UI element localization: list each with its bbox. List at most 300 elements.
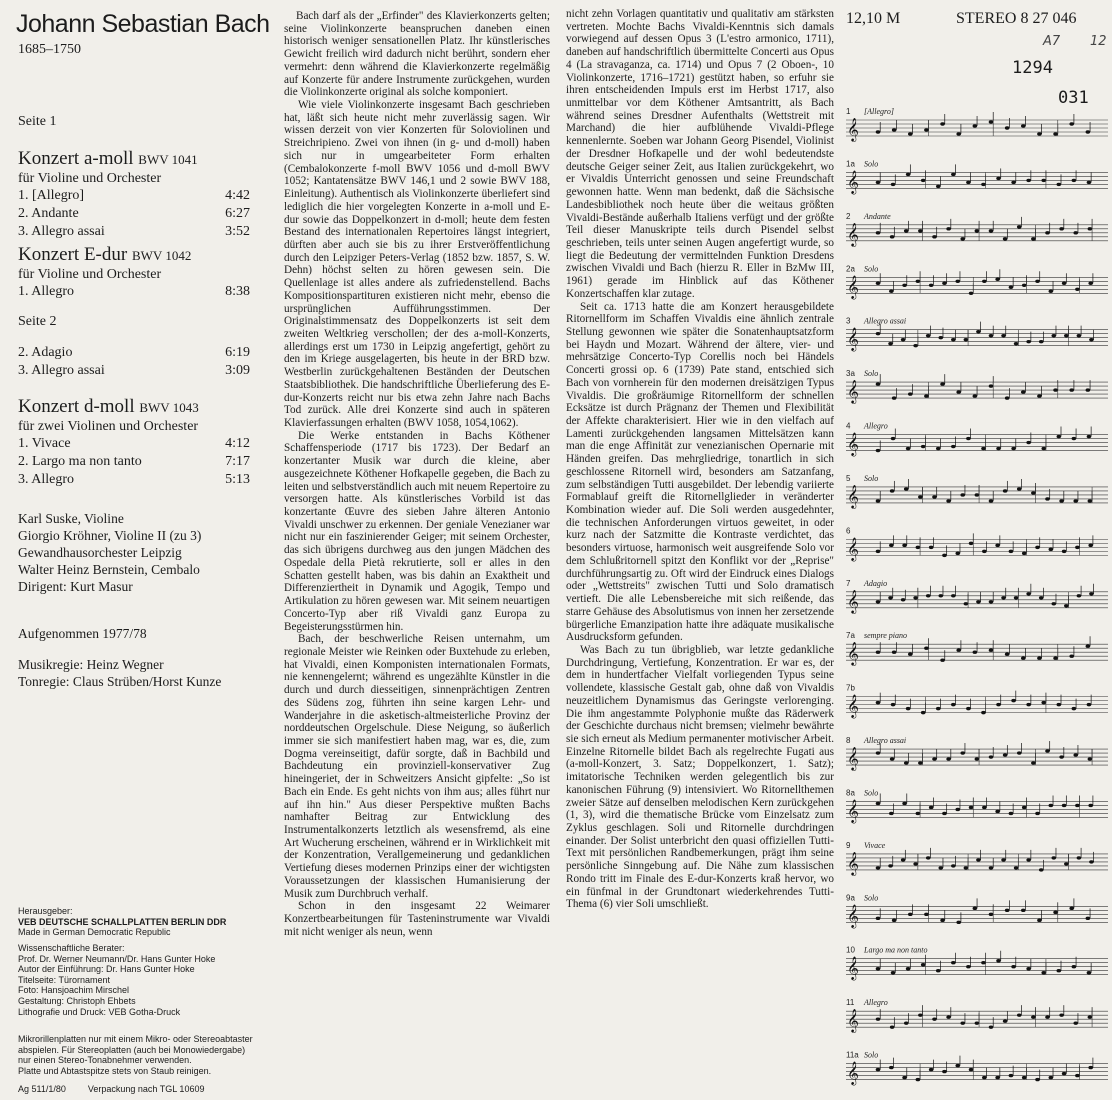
note-head	[966, 965, 971, 968]
note-head	[876, 449, 881, 452]
note-head	[989, 384, 994, 387]
note-head	[891, 971, 896, 974]
note-head	[902, 802, 907, 805]
note-head	[981, 447, 986, 450]
note-head	[904, 761, 909, 764]
note-head	[1075, 1074, 1080, 1077]
note-head	[981, 183, 986, 186]
note-head	[876, 651, 881, 654]
note-head	[955, 280, 960, 283]
performer-list	[18, 510, 258, 595]
example-label: Allegro assai	[864, 736, 907, 746]
treble-clef-icon: 𝄞	[847, 798, 859, 823]
note-head	[1026, 858, 1031, 861]
note-head	[973, 907, 978, 910]
credit-line: Prof. Dr. Werner Neumann/Dr. Hans Gunter Hoke	[18, 953, 216, 964]
note-head	[1035, 812, 1040, 815]
note-head	[876, 600, 881, 603]
footer-code: Ag 511/1/80	[18, 1084, 66, 1094]
note-head	[940, 659, 945, 662]
music-example	[846, 107, 1108, 142]
note-head	[955, 808, 960, 811]
note-head	[1086, 917, 1091, 920]
note-head	[1011, 181, 1016, 184]
note-head	[1021, 909, 1026, 912]
note-head	[989, 120, 994, 123]
note-head	[891, 183, 896, 186]
work-bwv1041	[18, 144, 250, 241]
example-number: 8	[846, 736, 851, 746]
note-head	[1077, 856, 1082, 859]
note-head	[876, 130, 881, 133]
music-example	[846, 369, 1108, 404]
note-head	[996, 447, 1001, 450]
note-head	[876, 550, 881, 553]
note-head	[1072, 179, 1077, 182]
note-head	[964, 602, 969, 605]
note-head	[1059, 499, 1064, 502]
note-head	[1062, 282, 1067, 285]
note-head	[1022, 552, 1027, 555]
note-head	[975, 757, 980, 760]
note-head	[926, 856, 931, 859]
note-head	[996, 177, 1001, 180]
note-head	[1039, 596, 1044, 599]
note-head	[1011, 965, 1016, 968]
music-examples	[842, 104, 1112, 1100]
performer: Gewandhausorchester Leipzig	[18, 545, 182, 560]
example-label: Solo	[864, 1050, 879, 1060]
note-head	[1077, 334, 1082, 337]
recording-date: Aufgenommen 1977/78	[18, 626, 147, 641]
note-head	[906, 967, 911, 970]
note-head	[1089, 338, 1094, 341]
note-head	[901, 338, 906, 341]
note-head	[1009, 550, 1014, 553]
notice-line: Platte und Abtastspitze stets von Staub reinigen.	[18, 1065, 212, 1076]
example-number: 11a	[846, 1050, 859, 1060]
note-head	[1053, 911, 1058, 914]
note-head	[996, 959, 1001, 962]
music-example	[846, 841, 1108, 876]
note-head	[890, 235, 895, 238]
note-head	[982, 550, 987, 553]
note-head	[1064, 334, 1069, 337]
note-head	[1026, 703, 1031, 706]
example-label: [Allegro]	[864, 107, 894, 116]
music-example	[846, 474, 1108, 509]
note-head	[956, 921, 961, 924]
note-head	[876, 181, 881, 184]
note-head	[1001, 858, 1006, 861]
note-head	[926, 334, 931, 337]
note-head	[906, 447, 911, 450]
note-head	[964, 338, 969, 341]
work-title: Konzert d-moll BWV 1043	[18, 396, 199, 417]
inventory-stamp: 031	[1058, 88, 1089, 108]
note-head	[966, 707, 971, 710]
note-head	[1073, 753, 1078, 756]
note-head	[1017, 751, 1022, 754]
note-head	[1005, 653, 1010, 656]
note-head	[1059, 227, 1064, 230]
note-head	[1026, 967, 1031, 970]
note-head	[904, 487, 909, 490]
music-example	[846, 946, 1108, 981]
note-head	[1088, 1066, 1093, 1069]
essay-paragraph: Wie viele Violinkonzerte insgesamt Bach geschrieben hat, läßt sich heute nicht mehr zuverlässig sagen. Wir wissen derzeit von vier Konzerten für Soloviolinen und Streichripieno. Zwei von ihnen (in g- und d-moll) haben sich nur in umgearbeiteter Form erhalten (Cembalokonzerte f-moll BWV 1056 und d-moll BWV 1052; Kantatensätze BWV 146,1 und 2 sowie BWV 188, Einleitung). Authentisch als Violinkonzerte überliefert sind lediglich die hier vorgelegten Konzerte in a-moll und E-dur sowie das Doppelkonzert in d-moll; heute dem festen Bestand des internationalen Repertoires längst integriert, dürften aber auch sie bis zu ihrer Erstveröffentlichung durch den Leipziger Peters-Verlag (1852 bzw. 1857, S. W. Dehn) höchst selten zu hören gewesen sein. Die Quellenlage ist alles andere als zufriedenstellend. Bachs Kompositionspartituren existieren nicht mehr, ebenso die ursprünglichen Aufführungsstimmen. Der Originalstimmensatz des Doppelkonzerts ist seit dem zweiten Weltkrieg verschollen; der des a-moll-Konzerts, allerdings erst um 1730 in Leipzig angefertigt, gehört zu den im Kriege ausgelagerten, bis heute in der BRD bzw. Westberlin zurückgehaltenen Beständen der Deutschen Staatsbibliothek. Die handschriftliche Überlieferung des E-dur-Konzerts reicht nur bis etwa zehn Jahre nach Bachs Tod zurück. Alle drei Konzerte sind auch in späteren Klavierfassungen erhalten (BWV 1058, 1054,1062).	[284, 99, 550, 429]
note-head	[1062, 804, 1067, 807]
note-head	[901, 858, 906, 861]
note-head	[956, 649, 961, 652]
note-head	[1087, 181, 1092, 184]
note-head	[1073, 1021, 1078, 1024]
essay-paragraph: Bach, der beschwerliche Reisen unternahm, um regionale Meister wie Reinken oder Buxtehude zu erleben, hat Vivaldi, einen Komponisten internationalen Formats, nie kennengelernt; während es ungezählte Künstler in die durch und durch diesseitigen, sinnenprächtigen Zentren des Südens zog, führten ihn seine kargen Lehr- und Wanderjahre in die asketisch-altmeisterliche Provinz der norddeutschen Orgelschule. Diese Neigung, so äußerlich immer sie sich manifestiert haben mag, war es, die, zum Dogma vereinseitigt, dafür sorgte, daß in Bachbild und Bachdeutung ein provinziell-konservativer Zug hineingeriet, der in Schweitzers Ansicht gipfelte: „So ist Bach ein Ende. Es geht nichts von ihm aus; alles führt nur auf ihn hin." Aus dieser Perspektive mußten Bachs namhafter Beitrag zur Entwicklung des Instrumentalkonzerts letztlich als wesensfremd, als eine Art Wucherung erscheinen, während er in Wirklichkeit mit der Konzentration, Verallgemeinerung und gedanklichen Vertiefung dieses modernen Prinzips einer der wichtigsten Voraussetzungen der klassischen Humanisierung der Musik zum Durchbruch verhalf.	[284, 633, 550, 900]
note-head	[1088, 544, 1093, 547]
note-head	[976, 600, 981, 603]
note-head	[940, 122, 945, 125]
note-head	[982, 806, 987, 809]
catalog-price: 12,10 M	[846, 10, 901, 27]
note-head	[936, 447, 941, 450]
example-number: 2a	[846, 264, 855, 274]
example-number: 10	[846, 945, 855, 955]
track-item: 3. Allegro assai 3:09	[18, 363, 250, 378]
note-head	[926, 594, 931, 597]
note-head	[1049, 1076, 1054, 1079]
note-head	[936, 969, 941, 972]
note-head	[1001, 334, 1006, 337]
note-head	[989, 755, 994, 758]
note-head	[946, 757, 951, 760]
note-head	[1069, 655, 1074, 658]
note-head	[1045, 231, 1050, 234]
credit-line: Musikregie: Heinz Wegner	[18, 657, 164, 672]
footer	[18, 1084, 278, 1095]
example-label: Solo	[864, 893, 879, 903]
note-head	[964, 866, 969, 869]
treble-clef-icon: 𝄞	[847, 903, 859, 928]
example-number: 1a	[846, 159, 855, 169]
note-head	[1086, 388, 1091, 391]
example-label: Vivace	[864, 840, 886, 850]
note-head	[1017, 225, 1022, 228]
treble-clef-icon: 𝄞	[847, 326, 859, 351]
note-head	[969, 806, 974, 809]
note-head	[908, 392, 913, 395]
note-head	[1088, 1015, 1093, 1018]
note-head	[876, 701, 881, 704]
note-head	[924, 394, 929, 397]
made-in-label: Made in German Democratic Republic	[18, 927, 171, 938]
note-head	[889, 544, 894, 547]
note-head	[1087, 971, 1092, 974]
performer: Dirigent: Kurt Masur	[18, 579, 133, 594]
note-head	[960, 493, 965, 496]
note-head	[960, 237, 965, 240]
treble-clef-icon: 𝄞	[847, 1060, 859, 1085]
note-head	[989, 1025, 994, 1028]
credit-line: Foto: Hansjoachim Mirschel	[18, 985, 130, 996]
treble-clef-icon: 𝄞	[847, 117, 859, 141]
note-head	[942, 812, 947, 815]
performer: Giorgio Kröhner, Violine II (zu 3)	[18, 528, 202, 543]
advisors-block	[18, 943, 276, 1017]
note-head	[1041, 701, 1046, 704]
note-head	[924, 647, 929, 650]
publisher-block	[18, 906, 276, 938]
example-number: 1	[846, 107, 851, 116]
note-head	[932, 235, 937, 238]
music-example	[846, 159, 1108, 194]
note-head	[982, 1076, 987, 1079]
note-head	[889, 812, 894, 815]
note-head	[996, 703, 1001, 706]
note-head	[1051, 856, 1056, 859]
note-head	[973, 651, 978, 654]
note-head	[951, 445, 956, 448]
note-head	[969, 1068, 974, 1071]
note-head	[918, 761, 923, 764]
note-head	[1021, 657, 1026, 660]
note-head	[976, 858, 981, 861]
note-head	[1088, 804, 1093, 807]
note-head	[1026, 340, 1031, 343]
note-head	[1069, 122, 1074, 125]
note-head	[1041, 179, 1046, 182]
note-head	[1003, 489, 1008, 492]
treble-clef-icon: 𝄞	[847, 379, 859, 404]
note-head	[951, 864, 956, 867]
note-head	[876, 917, 881, 920]
side2-label: Seite 2	[18, 314, 57, 329]
note-head	[908, 653, 913, 656]
note-head	[890, 757, 895, 760]
example-number: 7b	[846, 683, 855, 693]
note-head	[876, 1068, 881, 1071]
treble-clef-icon: 𝄞	[847, 431, 859, 456]
note-head	[1049, 548, 1054, 551]
note-head	[976, 330, 981, 333]
performer: Walter Heinz Bernstein, Cembalo	[18, 562, 200, 577]
treble-clef-icon: 𝄞	[847, 483, 859, 508]
note-head	[1088, 282, 1093, 285]
example-label: Allegro	[864, 998, 888, 1008]
credit-line: Lithografie und Druck: VEB Gotha-Druck	[18, 1006, 181, 1017]
note-head	[960, 751, 965, 754]
note-head	[876, 382, 881, 385]
work-bwv1042-cont	[18, 344, 250, 380]
note-head	[916, 812, 921, 815]
note-head	[1087, 703, 1092, 706]
work-bwv1043	[18, 392, 250, 489]
note-head	[892, 651, 897, 654]
note-head	[989, 649, 994, 652]
note-head	[1037, 394, 1042, 397]
note-head	[951, 173, 956, 176]
handwritten-note: 12	[1090, 34, 1107, 49]
example-number: 6	[846, 526, 851, 536]
essay-paragraph: nicht zehn Vorlagen quantitativ und qualitativ am stärksten vertreten. Mochte Bachs Vivaldi-Kenntnis sich damals vorwiegend auf dessen Opus 3 (L'estro armonico, 1711), daneben auf handschriftlich übermittelte Concerti aus Opus 4 (La stravaganza, ca. 1714) und Opus 7 (2 Oboen-, 10 Violinkonzerte, 1716–1721) gestützt haben, so erfuhr sie ihren entscheidenden Impuls erst im Herbst 1717, also unmittelbar vor dem Köthener Amtsantritt, als Bach während seines Dresdner Aufenthalts (Wettstreit mit Marchand) die hier aufblühende Vivaldi-Pflege kennenlernte. Soeben war Johann Georg Pisendel, Violinist der Dresdner Hofkapelle und der wohl bedeutendste deutsche Geiger seiner Zeit, aus Italien zurückgekehrt, wo er Vivaldis Unterricht genossen und seine Freundschaft gewonnen hatte. Wenn man bedenkt, daß die Sächsische Landesbibliothek noch heute über die weitaus größten Vivaldi-Bestände außerhalb Italiens verfügt und der größte Teil dieser Manuskripte teils durch Pisendel selbst geschrieben, teils unter seinen Augen angefertigt wurde, so liegt die Bedeutung der vermittelnden Funktion Dresdens zwischen Vivaldi und Bach (hierzu R. Eller in BzMw III, 1961) gerade im Hinblick auf das Köthener Konzertschaffen klar zutage.	[566, 8, 834, 300]
essay-paragraph: Seit ca. 1713 hatte die am Konzert herausgebildete Ritornellform im Schaffen Vivaldis eine ähnlich zentrale Stellung gewonnen wie später die Sonatenhauptsatzform bei Haydn und Mozart. Während der ältere, vier- und mehrsätzige Concerto-Typ Corellis noch bei Händels Concerti grossi op. 6 (1739) Pate stand, entschied sich Bach von vornherein für den modernen dreisätzigen Typus Vivaldis. Die großräumige Ritornellform der schnellen Ecksätze ist durch Prägnanz der Themen und Flexibilität der Affekte charakterisiert. Hier wie in den vielfach auf Lamenti zurückgehenden langsamen Mittelsätzen kann man die enge Affinität zur venezianischen Opernarie mit Händen greifen. Das mehrgliedrige, tonartlich in sich geschlossene Ritornell wird, besonders am Satzanfang, zum selbständigen Tutti ausgebildet. Der lebendig variierte Formablauf greift die Ritornellglieder in veränderter Kombination wieder auf. Die Soli werden ausgedehnter, die technischen Anforderungen virtuos geweitet, in oder kurz nach der Satzmitte die Kontraste verdichtet, das besonders virtuose, harmonisch weit ausgreifende Solo vor dem Schlußritornell spitzt den Konflikt vor der „Reprise" durchführungsartig zu. Oft wird der Eindruck eines Dialogs oder „Wettstreits" zwischen Tutti und Solo dramatisch vertieft. Die alle Lebensbereiche mit sich reißende, das starre Gehäuse des Absolutismus von innen her zersetzende bürgerliche Emanzipation hatte ihre adäquate musikalische Ausdrucksform gefunden.	[566, 300, 834, 644]
note-head	[975, 229, 980, 232]
publisher-name: VEB DEUTSCHE SCHALLPLATTEN BERLIN DDR	[18, 916, 227, 927]
note-head	[1022, 1076, 1027, 1079]
note-head	[966, 181, 971, 184]
example-label: Andante	[864, 211, 891, 221]
note-head	[955, 1064, 960, 1067]
example-label: Adagio	[864, 578, 888, 588]
track-item: 2. Andante 6:27	[18, 206, 250, 221]
credit-line: Autor der Einführung: Dr. Hans Gunter Hoke	[18, 964, 195, 975]
note-head	[946, 1015, 951, 1018]
note-head	[902, 284, 907, 287]
note-head	[989, 229, 994, 232]
composer-title: Johann Sebastian Bach	[16, 10, 270, 38]
music-example	[846, 788, 1108, 823]
note-head	[1064, 862, 1069, 865]
note-head	[890, 1025, 895, 1028]
stereo-catalog-number: STEREO 8 27 046	[956, 10, 1077, 27]
note-head	[1072, 707, 1077, 710]
playback-notice	[18, 1034, 276, 1076]
work-title: Konzert E-dur BWV 1042	[18, 244, 192, 265]
note-head	[1039, 340, 1044, 343]
composer-years: 1685–1750	[18, 42, 81, 57]
music-example	[846, 684, 1108, 719]
note-head	[1051, 334, 1056, 337]
note-head	[916, 280, 921, 283]
note-head	[888, 864, 893, 867]
music-example	[846, 422, 1108, 457]
note-head	[1037, 919, 1042, 922]
note-head	[1069, 388, 1074, 391]
example-number: 9a	[846, 893, 855, 903]
note-head	[876, 1017, 881, 1020]
note-head	[876, 332, 881, 335]
note-head	[989, 499, 994, 502]
example-label: Solo	[864, 473, 879, 483]
track-item: 1. Vivace 4:12	[18, 436, 250, 451]
note-head	[918, 1013, 923, 1016]
note-head	[1014, 342, 1019, 345]
note-head	[1073, 499, 1078, 502]
note-head	[1003, 237, 1008, 240]
note-head	[975, 1021, 980, 1024]
note-head	[891, 437, 896, 440]
example-number: 2	[846, 211, 851, 221]
note-head	[888, 342, 893, 345]
note-head	[1009, 1074, 1014, 1077]
note-head	[1014, 866, 1019, 869]
notice-line: Mikrorillenplatten nur mit einem Mikro- oder Stereoabtaster	[18, 1034, 253, 1044]
note-head	[1035, 546, 1040, 549]
note-head	[1059, 755, 1064, 758]
example-number: 8a	[846, 788, 855, 798]
note-head	[1037, 657, 1042, 660]
essay-paragraph: Die Werke entstanden in Bachs Köthener Schaffensperiode (1717 bis 1723). Der Bedarf an konzertanter Musik war durch die kleine, aber ausgezeichnete Köthener Hofkapelle gegeben, die Bach zu leiten und selbstverständlich auch mit neuem Repertoire zu versorgen hatte. Als künstlerisches Vorbild ist das konzertante Œuvre des sieben Jahre älteren Antonio Vivaldi unschwer zu erkennen. Der geniale Venezianer war nicht nur ein faszinierender Geiger; mit seinem Orchester, das sich übrigens durchweg aus den jungen Mädchen des Ospedale della Pietà rekrutierte, soll er alles in den Schatten gestellt haben, was bis dahin an Exaktheit und Differenziertheit in Dynamik und Agogik, Tempo und Artikulation zu hören gewesen war. Mit seinem neuartigen Concerto-Typ aber riß Vivaldi ganz Europa zu Begeisterungsstürmen hin.	[284, 429, 550, 633]
note-head	[929, 1068, 934, 1071]
note-head	[1021, 124, 1026, 127]
music-example	[846, 998, 1108, 1033]
note-head	[1089, 860, 1094, 863]
note-head	[946, 227, 951, 230]
example-label: Solo	[864, 369, 879, 379]
note-head	[1075, 288, 1080, 291]
note-head	[995, 278, 1000, 281]
note-head	[1021, 390, 1026, 393]
note-head	[1089, 592, 1094, 595]
credit-line: Wissenschaftliche Berater:	[18, 943, 125, 953]
note-head	[989, 913, 994, 916]
note-head	[955, 552, 960, 555]
essay-paragraph: Was Bach zu tun übrigblieb, war letzte gedankliche Durchdringung, Vertiefung, Konzentration. Er war es, der dem in hundertfacher Vielfalt vorliegenden Typus seine vollendete, klassische Gestalt gab, ohne daß von Vivaldis neuzeitlichem Dynamismus das Geringste verlorenging. Die ihm angestammte Polyphonie mußte das Räderwerk der Geschichte durchaus nicht bremsen; vielmehr bewährte sie sich erneut als Medium permanenter motivischer Arbeit. Einzelne Ritornelle bildet Bach als regelrechte Fugati aus (a-moll-Konzert, 3. Satz; Doppelkonzert, 1. Satz); imitatorische Techniken werden gelegentlich bis zur kanonischen Führung (9) intensiviert. Wo Ritornellthemen zweier Sätze auf denselben melodischen Kern zurückgehen (1, 3), wird die thematische Brücke vom Einzelsatz zum Zyklus geschlagen. Soli und Ritornelle durchdringen einander. Der Solist unterbricht den quasi offiziellen Tutti-Text mit persönlichen Randbemerkungen, prägt ihm seine persönliche Sinngebung auf. Die Nähe zum klassischen Rondo tritt im Finale des E-dur-Konzerts kraß hervor, wo ein fünfmal in der Grundtonart wiederkehrendes Tutti-Thema (6) vier Soli umschließt.	[566, 643, 834, 911]
liner-notes-column-2	[566, 8, 834, 911]
note-head	[1077, 594, 1082, 597]
note-head	[938, 336, 943, 339]
note-head	[892, 128, 897, 131]
note-head	[940, 382, 945, 385]
note-head	[1057, 183, 1062, 186]
note-head	[995, 544, 1000, 547]
note-head	[981, 711, 986, 714]
handwritten-note: A7	[1043, 34, 1061, 49]
credit-line: Tonregie: Claus Strüben/Horst Kunze	[18, 674, 222, 689]
note-head	[901, 598, 906, 601]
note-head	[1031, 1015, 1036, 1018]
example-label: Solo	[864, 159, 879, 169]
notice-line: abspielen. Für Stereoplatten (auch bei Monowiedergabe)	[18, 1044, 246, 1055]
example-number: 3	[846, 316, 851, 326]
track-item: 1. [Allegro] 4:42	[18, 188, 250, 203]
note-head	[1009, 812, 1014, 815]
note-head	[924, 128, 929, 131]
treble-clef-icon: 𝄞	[847, 693, 859, 718]
note-head	[906, 707, 911, 710]
note-head	[956, 132, 961, 135]
note-head	[1072, 965, 1077, 968]
treble-clef-icon: 𝄞	[847, 536, 859, 561]
note-head	[1014, 596, 1019, 599]
note-head	[921, 963, 926, 966]
production-credits	[18, 656, 258, 690]
note-head	[973, 394, 978, 397]
note-head	[916, 546, 921, 549]
treble-clef-icon: 𝄞	[847, 221, 859, 246]
credit-line: Gestaltung: Christoph Ehbets	[18, 995, 136, 1006]
treble-clef-icon: 𝄞	[847, 850, 859, 875]
music-example	[846, 264, 1108, 299]
note-head	[1057, 703, 1062, 706]
note-head	[929, 284, 934, 287]
note-head	[969, 542, 974, 545]
note-head	[1003, 1019, 1008, 1022]
note-head	[921, 179, 926, 182]
note-head	[1053, 132, 1058, 135]
note-head	[938, 866, 943, 869]
note-head	[1026, 441, 1031, 444]
example-number: 9	[846, 840, 851, 850]
note-head	[918, 229, 923, 232]
note-head	[1035, 1078, 1040, 1081]
music-example	[846, 579, 1108, 614]
note-head	[1041, 971, 1046, 974]
note-head	[1062, 1072, 1067, 1075]
note-head	[889, 1066, 894, 1069]
work-title: Konzert a-moll BWV 1041	[18, 148, 198, 169]
note-head	[932, 1017, 937, 1020]
track-item: 3. Allegro 5:13	[18, 472, 250, 487]
